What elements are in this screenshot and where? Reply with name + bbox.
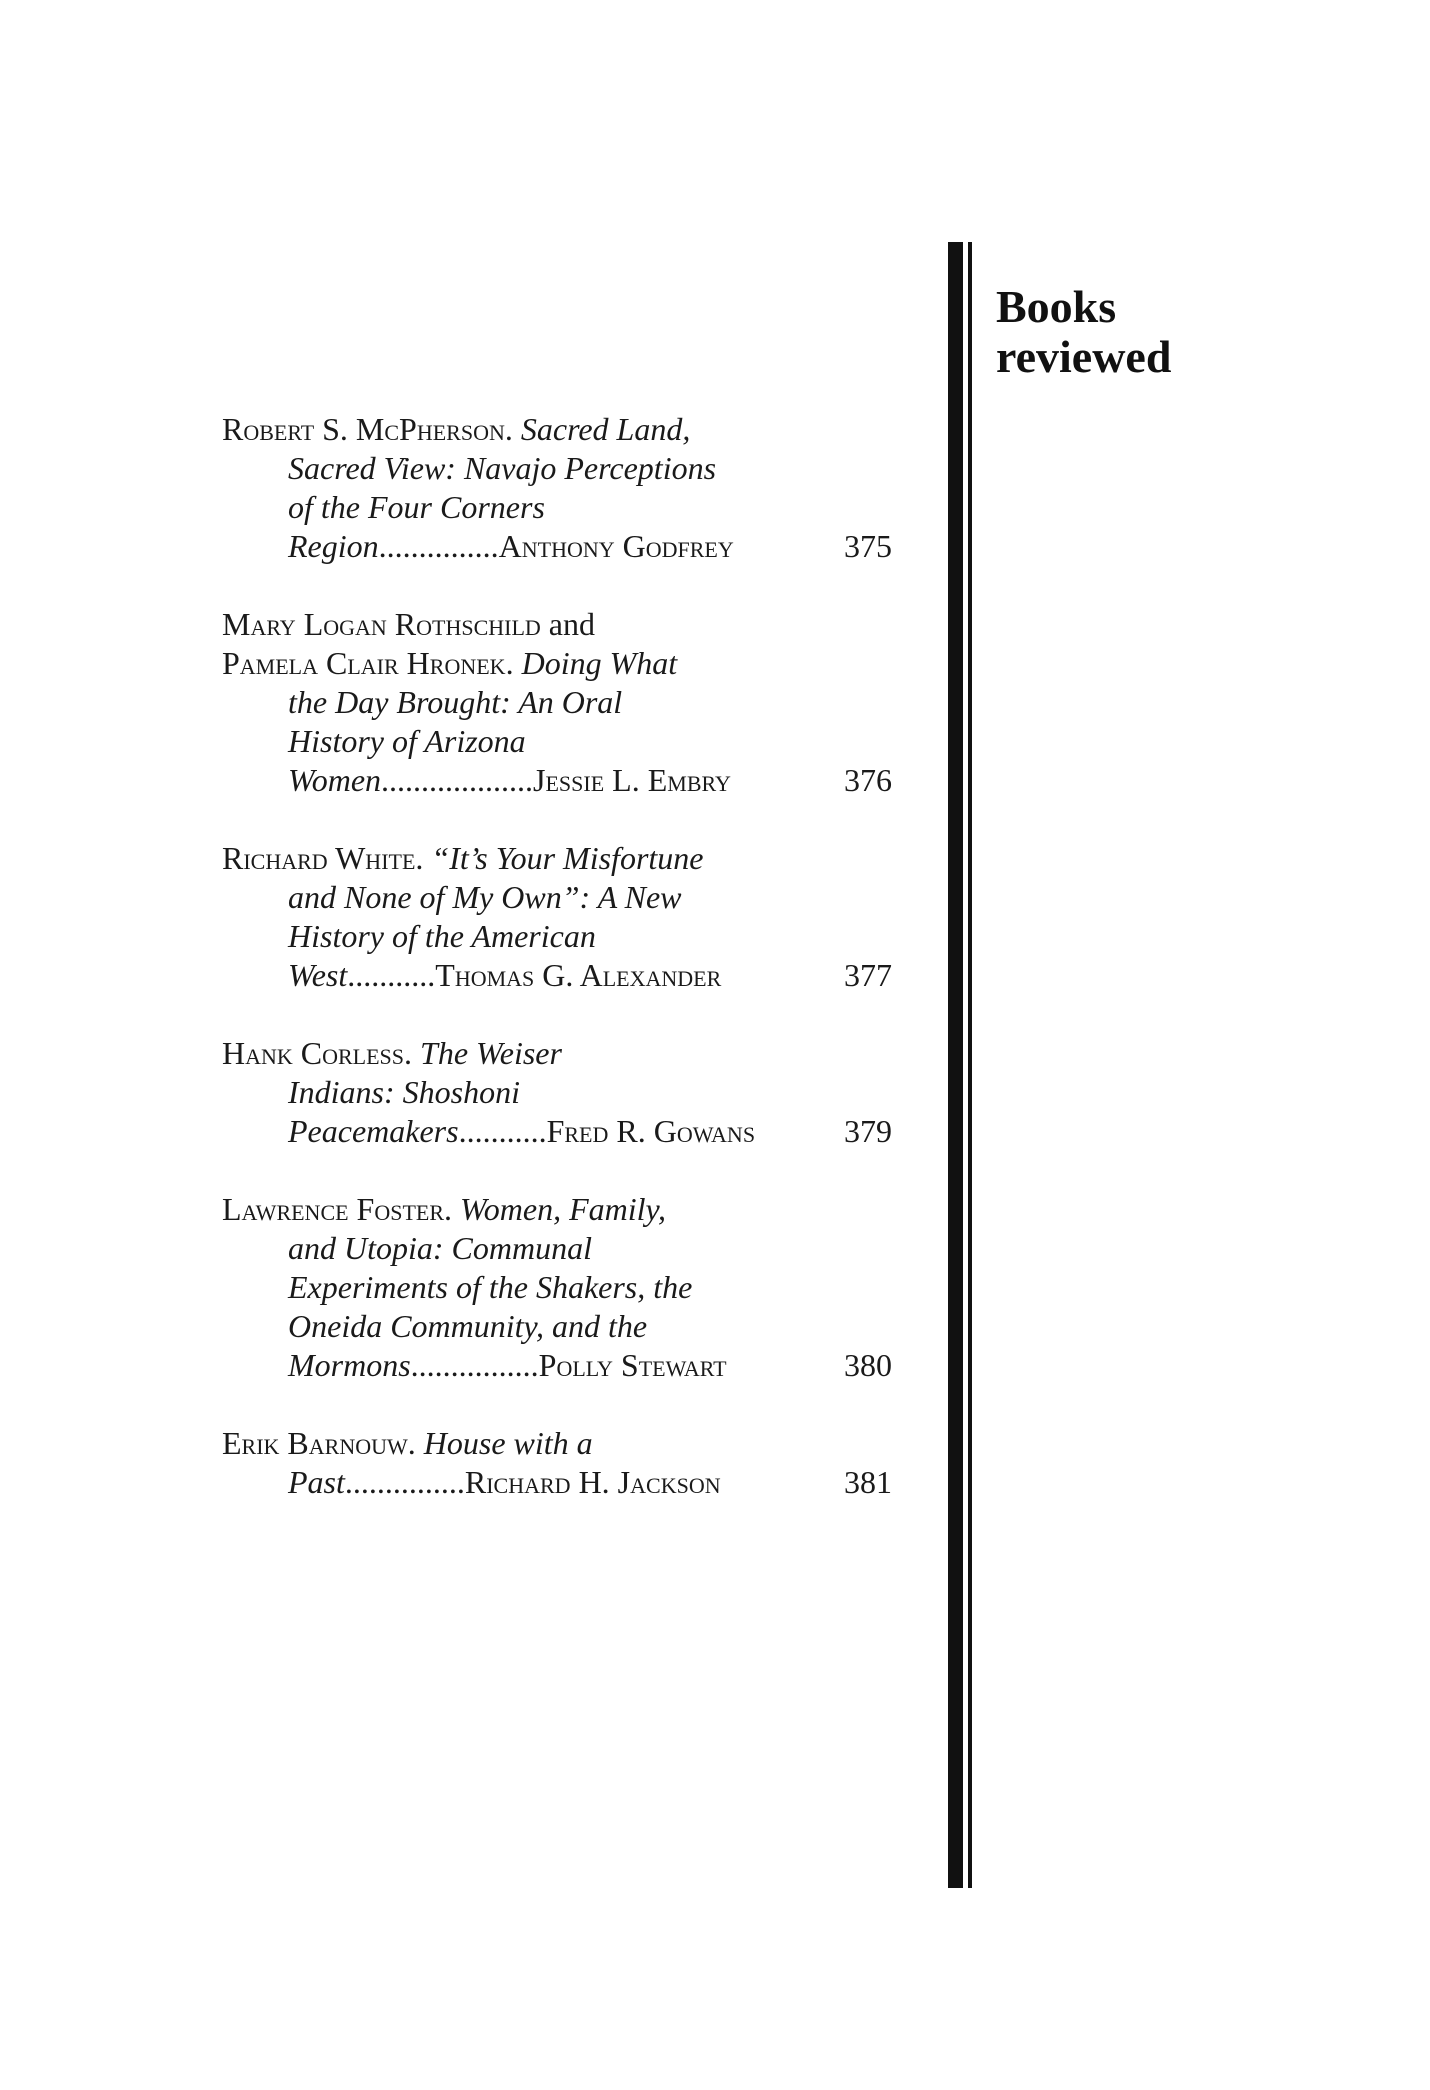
entry-title-first: The Weiser	[420, 1035, 562, 1071]
entry-title-last: West	[288, 957, 348, 993]
review-entry	[222, 1190, 892, 1385]
review-entry	[222, 605, 892, 800]
entry-title-line: Oneida Community, and the	[288, 1308, 648, 1344]
entry-title-last: Mormons	[288, 1347, 411, 1383]
entry-title-last: Past	[288, 1464, 345, 1500]
entry-reviewer: Thomas G. Alexander	[435, 957, 722, 993]
entry-page-number: 376	[844, 762, 892, 798]
entry-leader: ...........	[458, 1113, 547, 1149]
entry-leader: ................	[410, 1347, 539, 1383]
review-entry	[222, 410, 892, 566]
entry-title-line: and Utopia: Communal	[288, 1230, 592, 1266]
entry-leader: ...............	[378, 528, 499, 564]
entry-title-line: History of Arizona	[288, 723, 526, 759]
entry-title-line: Sacred View: Navajo Perceptions	[288, 450, 717, 486]
section-title	[996, 282, 1171, 382]
entry-author: Richard White.	[222, 840, 424, 876]
entry-title-last: Region	[288, 528, 379, 564]
entry-title-first: House with a	[423, 1425, 593, 1461]
entry-reviewer: Polly Stewart	[538, 1347, 727, 1383]
entry-author: Erik Barnouw.	[222, 1425, 416, 1461]
entry-title-line: Experiments of the Shakers, the	[288, 1269, 693, 1305]
entry-author: Mary Logan Rothschild	[222, 606, 541, 642]
entry-reviewer: Fred R. Gowans	[546, 1113, 756, 1149]
entry-title-line: the Day Brought: An Oral	[288, 684, 623, 720]
entry-author: Hank Corless.	[222, 1035, 413, 1071]
entry-title-first: “It’s Your Misfortune	[431, 840, 704, 876]
entry-title-last: Peacemakers	[288, 1113, 459, 1149]
entry-leader: ...........	[347, 957, 436, 993]
entry-page-number: 379	[844, 1113, 892, 1149]
entry-title-line: and None of My Own”: A New	[288, 879, 682, 915]
entry-title-last: Women	[288, 762, 382, 798]
vertical-rule-thin	[968, 242, 972, 1888]
entry-author: Robert S. McPherson.	[222, 411, 513, 447]
entry-author-and: and	[540, 606, 595, 642]
review-entry	[222, 1034, 892, 1151]
entry-title-line: Indians: Shoshoni	[288, 1074, 520, 1110]
entry-title-first: Doing What	[521, 645, 678, 681]
entry-page-number: 380	[844, 1347, 892, 1383]
entry-title-line: History of the American	[288, 918, 596, 954]
entry-page-number: 381	[844, 1464, 892, 1500]
entry-author: Lawrence Foster.	[222, 1191, 453, 1227]
reviews-list	[222, 410, 892, 1541]
entry-leader: ...................	[381, 762, 534, 798]
entry-reviewer: Jessie L. Embry	[533, 762, 731, 798]
review-entry	[222, 1424, 892, 1502]
section-title-line2: reviewed	[996, 331, 1172, 382]
entry-reviewer: Richard H. Jackson	[464, 1464, 721, 1500]
entry-title-first: Women, Family,	[460, 1191, 666, 1227]
review-entry	[222, 839, 892, 995]
section-title-line1: Books	[996, 281, 1117, 332]
entry-title-line: of the Four Corners	[288, 489, 545, 525]
entry-page-number: 375	[844, 528, 892, 564]
entry-author: Pamela Clair Hronek.	[222, 645, 514, 681]
entry-title-first: Sacred Land,	[520, 411, 691, 447]
entry-page-number: 377	[844, 957, 892, 993]
vertical-rule-thick	[948, 242, 963, 1888]
entry-leader: ...............	[344, 1464, 465, 1500]
entry-reviewer: Anthony Godfrey	[498, 528, 734, 564]
